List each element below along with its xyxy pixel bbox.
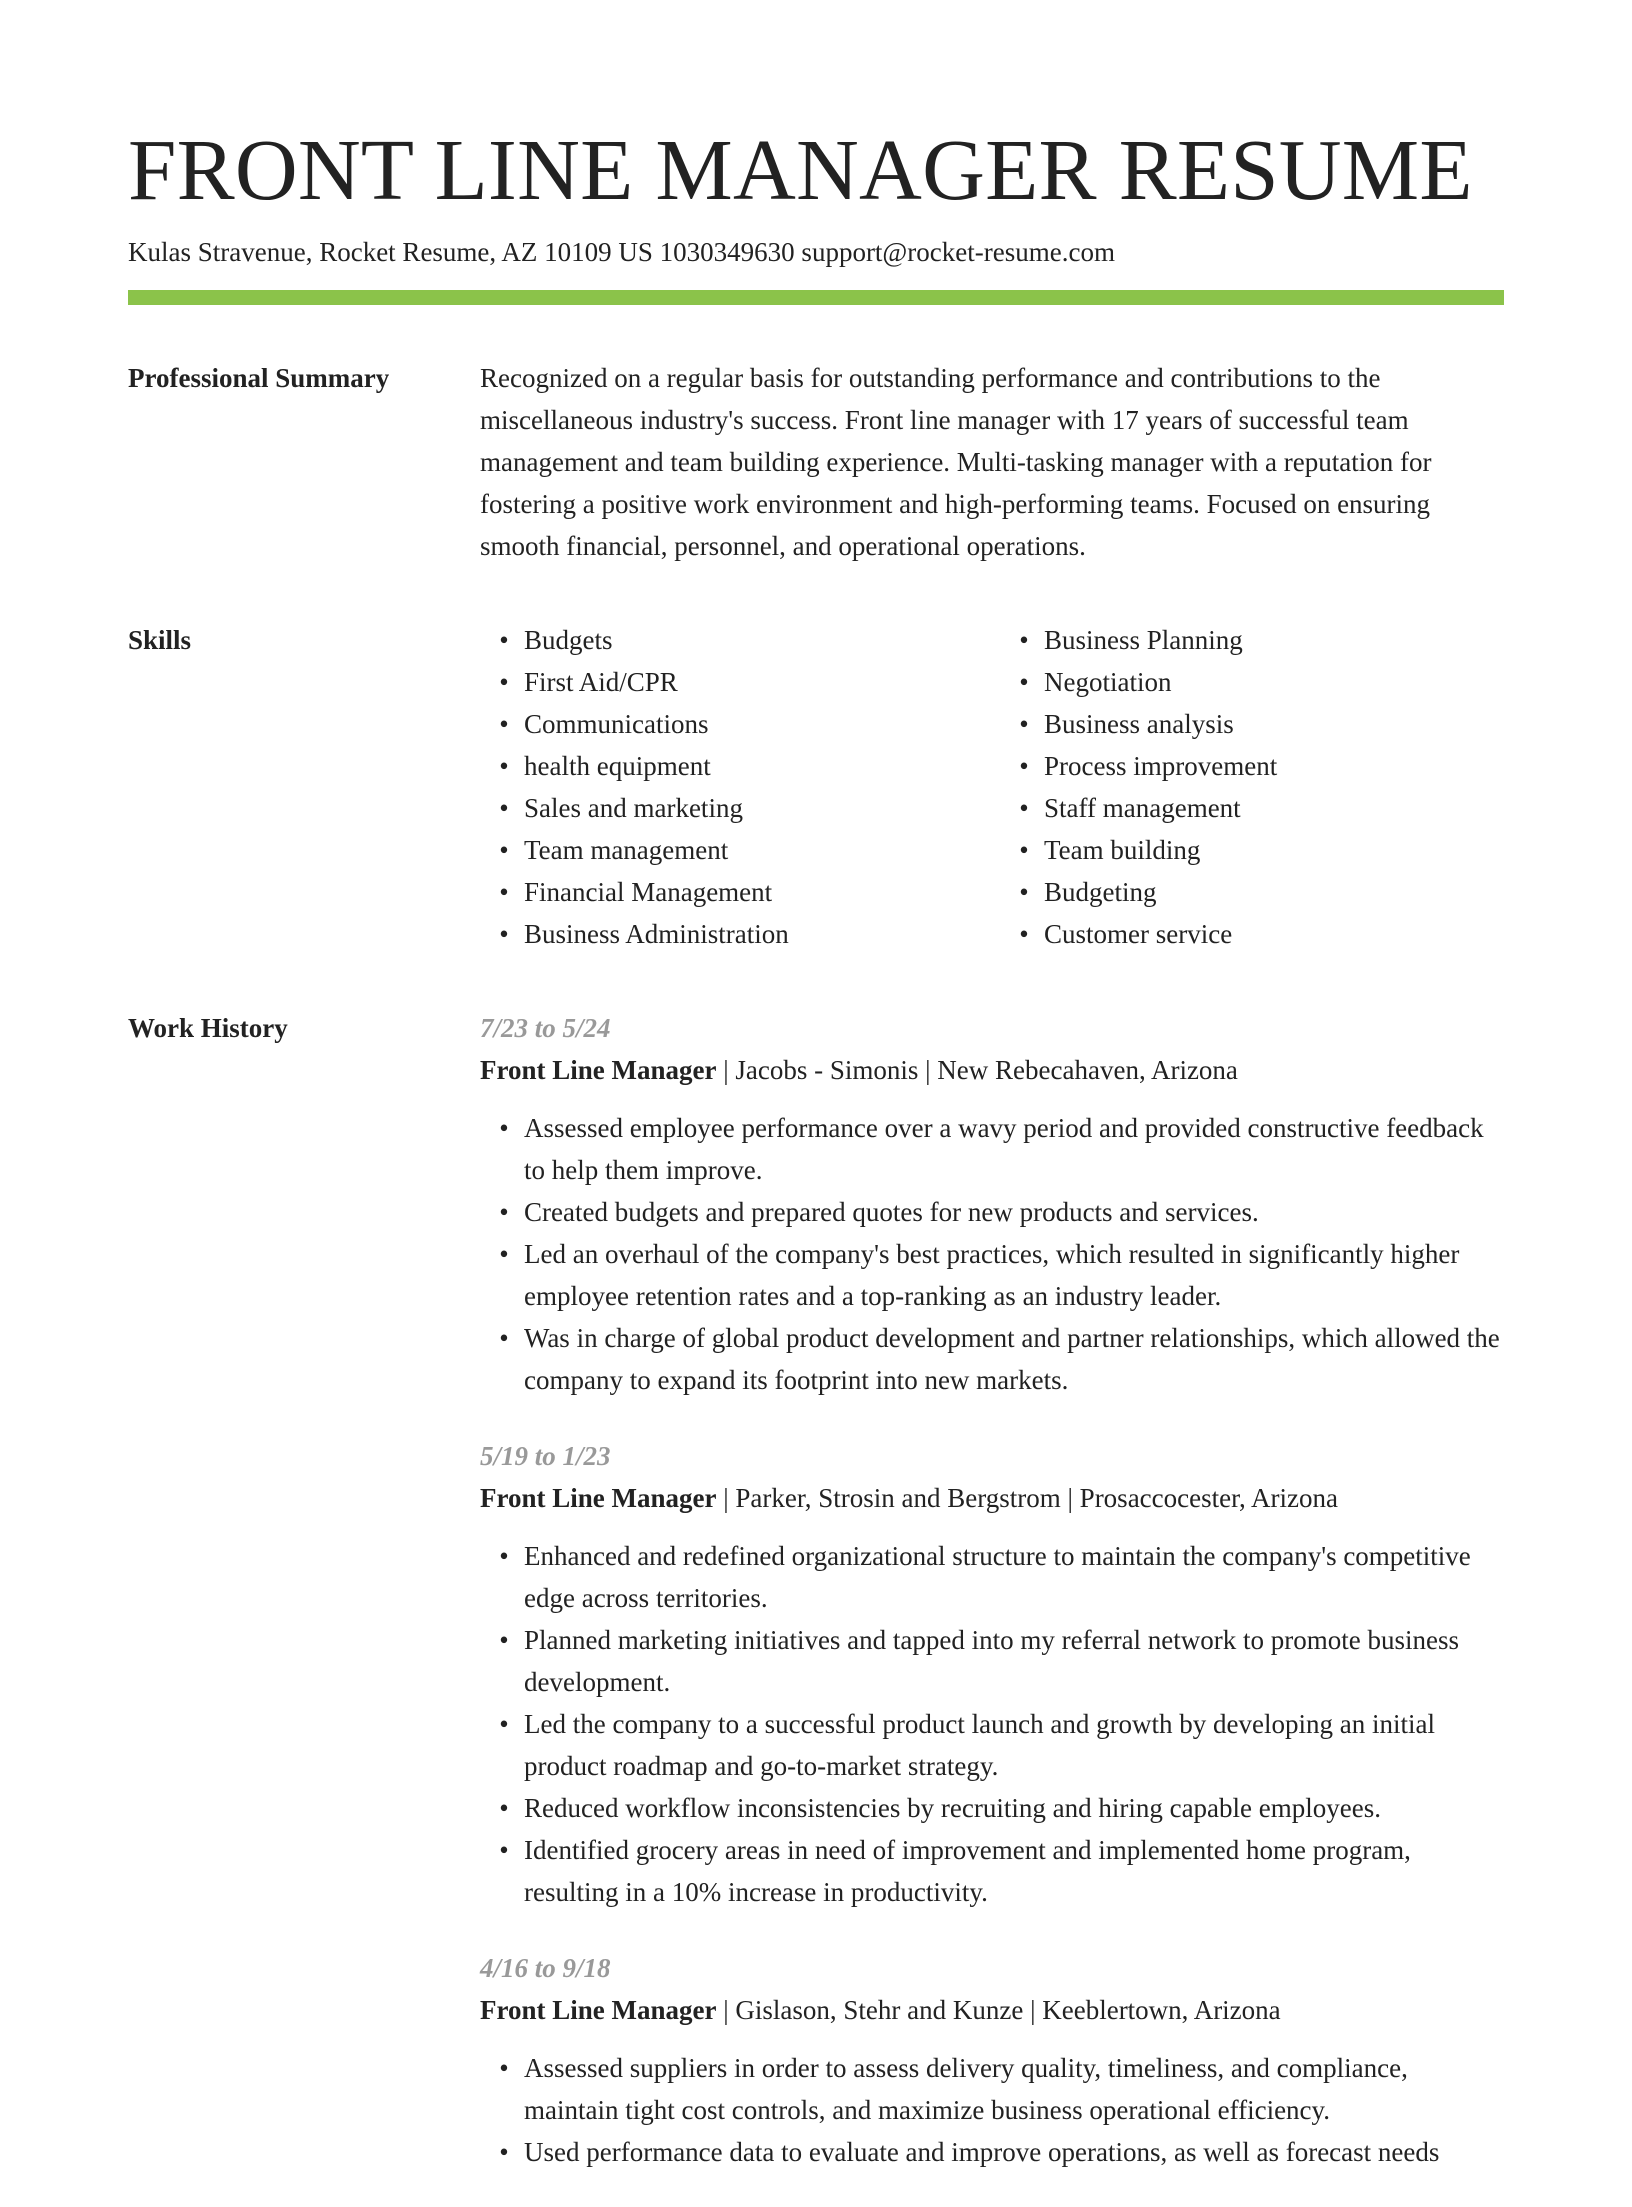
job-details: | Parker, Strosin and Bergstrom | Prosaccocester, Arizona <box>716 1483 1338 1513</box>
skill-item <box>499 661 984 703</box>
section-label-skills: Skills <box>128 625 192 655</box>
job-dates: 5/19 to 1/23 <box>480 1441 611 1471</box>
job-heading <box>480 1477 1504 1519</box>
resume-title: FRONT LINE MANAGER RESUME <box>128 121 1473 218</box>
job-details: | Gislason, Stehr and Kunze | Keeblertown, Arizona <box>716 1995 1281 2025</box>
skill-label: Business Planning <box>1044 625 1243 655</box>
bullet-icon: • <box>499 877 509 907</box>
job-bullet-text: Led the company to a successful product launch and growth by developing an initial product roadmap and go-to-market strategy. <box>524 1709 1435 1781</box>
bullet-icon: • <box>499 2137 509 2167</box>
job-bullet-text: Was in charge of global product development and partner relationships, which allowed the company to expand its footprint into new markets. <box>524 1323 1500 1395</box>
job-bullet <box>499 2047 1504 2131</box>
job-bullet-text: Assessed employee performance over a wavy period and provided constructive feedback to help them improve. <box>524 1113 1484 1185</box>
job-bullet <box>499 1703 1504 1787</box>
bullet-icon: • <box>1019 667 1029 697</box>
bullet-icon: • <box>499 835 509 865</box>
bullet-icon: • <box>1019 751 1029 781</box>
skills-list-left <box>480 619 984 955</box>
job-title: Front Line Manager <box>480 1055 717 1085</box>
skill-label: Business Administration <box>524 919 789 949</box>
job-bullet-text: Used performance data to evaluate and improve operations, as well as forecast needs <box>524 2137 1440 2167</box>
job-title: Front Line Manager <box>480 1483 717 1513</box>
skill-item <box>499 703 984 745</box>
skill-item <box>499 619 984 661</box>
skill-item <box>1019 703 1504 745</box>
job-bullet <box>499 1535 1504 1619</box>
work-history-body <box>480 1007 1504 2207</box>
skill-label: Negotiation <box>1044 667 1172 697</box>
skill-item <box>1019 619 1504 661</box>
skill-item <box>1019 871 1504 913</box>
skills-list-right <box>984 619 1504 955</box>
skill-label: Budgets <box>524 625 613 655</box>
bullet-icon: • <box>1019 793 1029 823</box>
summary-body <box>480 357 1504 567</box>
bullet-icon: • <box>499 1113 509 1143</box>
skill-item <box>1019 829 1504 871</box>
bullet-icon: • <box>499 1239 509 1269</box>
job-bullet-text: Reduced workflow inconsistencies by recruiting and hiring capable employees. <box>524 1793 1381 1823</box>
job-entry <box>480 1007 1504 1401</box>
skill-label: Budgeting <box>1044 877 1157 907</box>
bullet-icon: • <box>1019 919 1029 949</box>
skill-item <box>1019 745 1504 787</box>
job-bullet <box>499 1317 1504 1401</box>
skill-item <box>1019 661 1504 703</box>
accent-divider <box>128 290 1504 305</box>
job-bullet-list <box>480 2047 1504 2173</box>
bullet-icon: • <box>499 1793 509 1823</box>
bullet-icon: • <box>499 793 509 823</box>
skill-label: Financial Management <box>524 877 773 907</box>
skill-label: Team management <box>524 835 729 865</box>
bullet-icon: • <box>499 667 509 697</box>
bullet-icon: • <box>499 709 509 739</box>
skill-label: health equipment <box>524 751 711 781</box>
bullet-icon: • <box>499 1709 509 1739</box>
bullet-icon: • <box>499 919 509 949</box>
job-bullet-list <box>480 1535 1504 1913</box>
bullet-icon: • <box>499 625 509 655</box>
section-label-work: Work History <box>128 1013 288 1043</box>
skill-item <box>1019 787 1504 829</box>
skill-item <box>499 745 984 787</box>
bullet-icon: • <box>499 1541 509 1571</box>
skill-label: First Aid/CPR <box>524 667 678 697</box>
skills-section <box>128 619 1504 955</box>
skill-label: Customer service <box>1044 919 1233 949</box>
skill-label: Business analysis <box>1044 709 1234 739</box>
contact-line: Kulas Stravenue, Rocket Resume, AZ 10109 US 1030349630 support@rocket-resume.com <box>128 237 1115 267</box>
bullet-icon: • <box>499 1835 509 1865</box>
skill-item <box>499 829 984 871</box>
job-bullet-text: Led an overhaul of the company's best practices, which resulted in significantly higher employee retention rates and a top-ranking as an industry leader. <box>524 1239 1460 1311</box>
skill-item <box>499 871 984 913</box>
job-bullet-text: Assessed suppliers in order to assess delivery quality, timeliness, and compliance, maintain tight cost controls, and maximize business operational efficiency. <box>524 2053 1408 2125</box>
skills-body <box>480 619 1504 955</box>
job-dates: 7/23 to 5/24 <box>480 1013 611 1043</box>
resume-page <box>128 0 1504 2207</box>
job-bullet-text: Created budgets and prepared quotes for new products and services. <box>524 1197 1259 1227</box>
bullet-icon: • <box>499 1625 509 1655</box>
work-history-section <box>128 1007 1504 2207</box>
skill-item <box>1019 913 1504 955</box>
job-bullet <box>499 2131 1504 2173</box>
job-bullet <box>499 1619 1504 1703</box>
job-bullet <box>499 1107 1504 1191</box>
job-entry <box>480 1947 1504 2173</box>
job-bullet-list <box>480 1107 1504 1401</box>
job-bullet <box>499 1829 1504 1913</box>
job-bullet <box>499 1787 1504 1829</box>
job-details: | Jacobs - Simonis | New Rebecahaven, Arizona <box>716 1055 1238 1085</box>
job-heading <box>480 1049 1504 1091</box>
bullet-icon: • <box>499 1323 509 1353</box>
summary-section <box>128 357 1504 567</box>
job-title: Front Line Manager <box>480 1995 717 2025</box>
skill-label: Sales and marketing <box>524 793 743 823</box>
skill-label: Communications <box>524 709 709 739</box>
job-bullet <box>499 1233 1504 1317</box>
bullet-icon: • <box>499 2053 509 2083</box>
job-dates: 4/16 to 9/18 <box>480 1953 611 1983</box>
bullet-icon: • <box>1019 835 1029 865</box>
job-entry <box>480 1435 1504 1913</box>
job-heading <box>480 1989 1504 2031</box>
skill-label: Staff management <box>1044 793 1241 823</box>
summary-text: Recognized on a regular basis for outstanding performance and contributions to the miscellaneous industry's success. Front line manager with 17 years of successful team management and team building experience. Multi-tasking manager with a reputation for fostering a positive work environment and high-performing teams. Focused on ensuring smooth financial, personnel, and operational operations. <box>480 363 1432 561</box>
skill-item <box>499 787 984 829</box>
skill-label: Process improvement <box>1044 751 1278 781</box>
job-bullet-text: Identified grocery areas in need of improvement and implemented home program, resulting in a 10% increase in productivity. <box>524 1835 1411 1907</box>
bullet-icon: • <box>1019 625 1029 655</box>
bullet-icon: • <box>1019 877 1029 907</box>
job-bullet-text: Enhanced and redefined organizational structure to maintain the company's competitive edge across territories. <box>524 1541 1471 1613</box>
job-bullet <box>499 1191 1504 1233</box>
bullet-icon: • <box>499 1197 509 1227</box>
skill-label: Team building <box>1044 835 1201 865</box>
bullet-icon: • <box>1019 709 1029 739</box>
bullet-icon: • <box>499 751 509 781</box>
section-label-summary: Professional Summary <box>128 363 390 393</box>
skill-item <box>499 913 984 955</box>
job-bullet-text: Planned marketing initiatives and tapped into my referral network to promote business development. <box>524 1625 1460 1697</box>
